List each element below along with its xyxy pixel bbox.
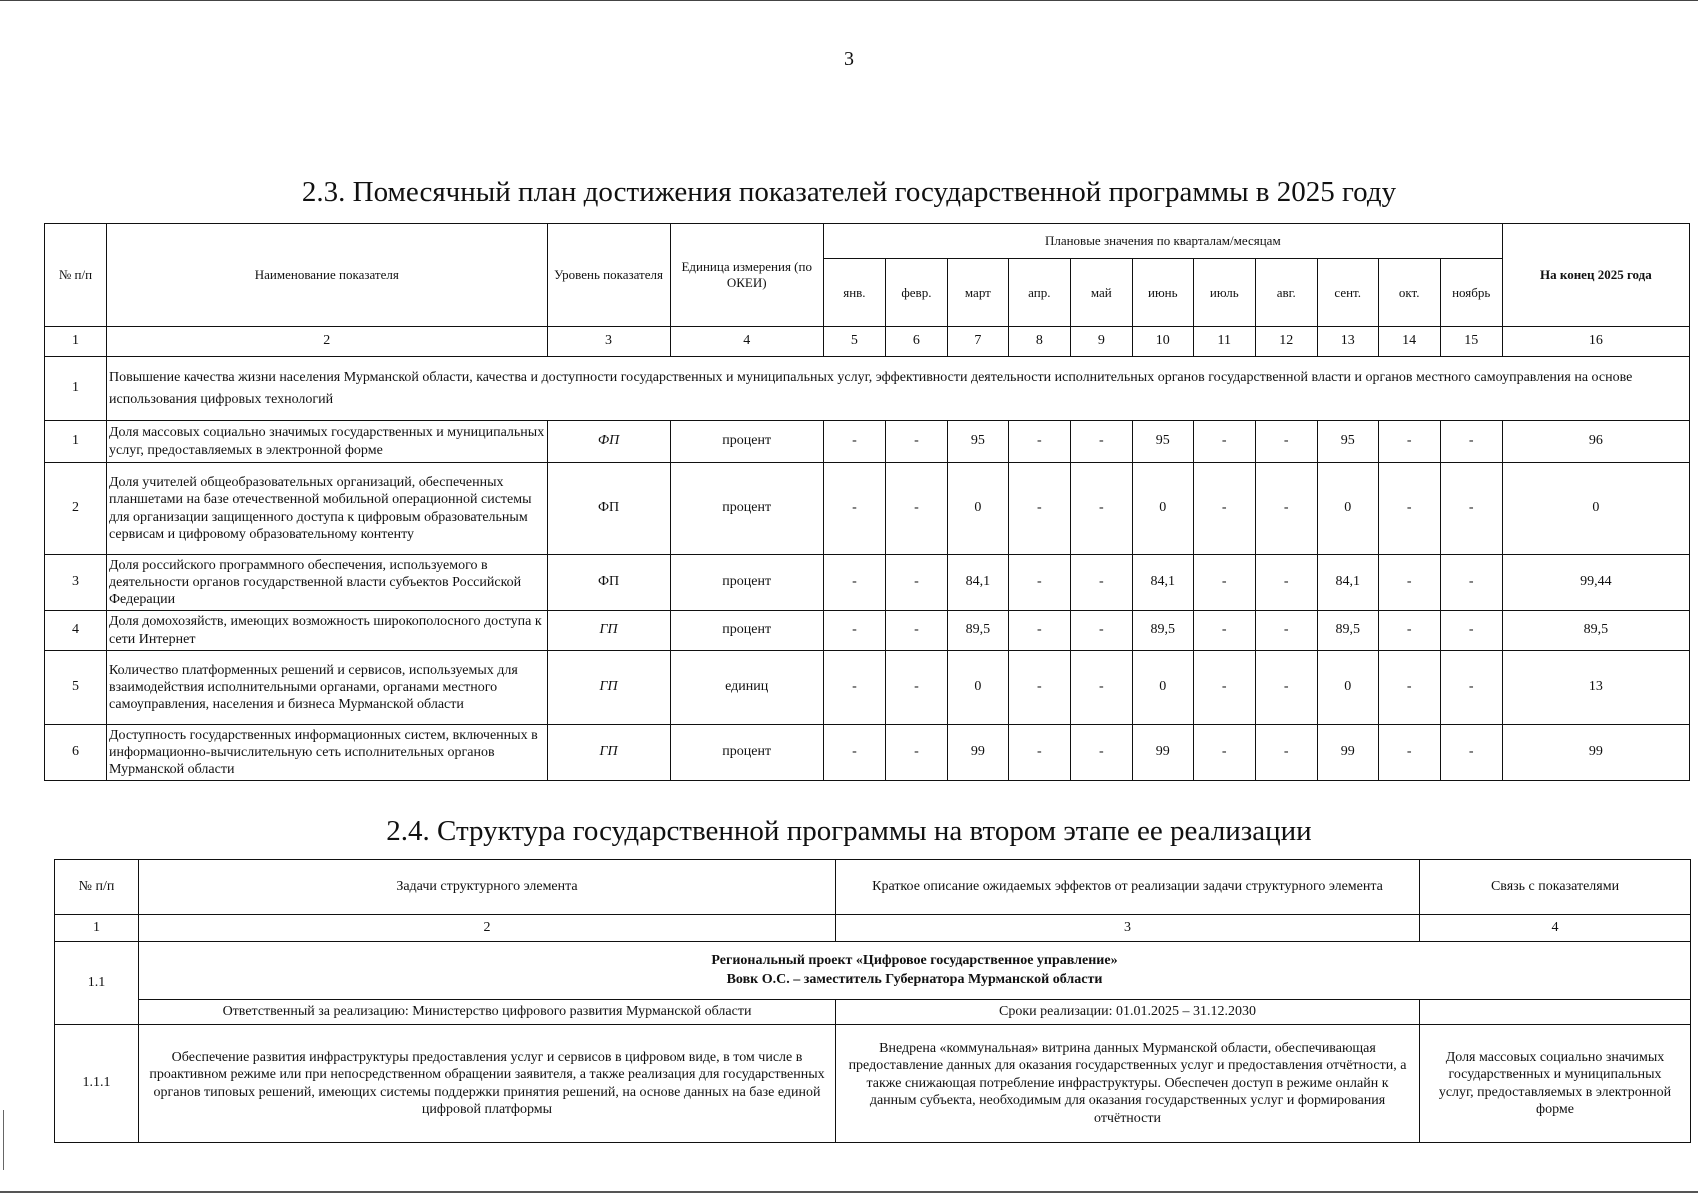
column-number: 4: [670, 327, 823, 357]
month-value: 0: [1317, 463, 1378, 555]
month-value: 0: [947, 651, 1008, 725]
month-value: -: [1008, 725, 1070, 781]
month-value: 95: [1317, 421, 1378, 463]
month-value: 0: [1132, 463, 1193, 555]
month-value: -: [885, 651, 947, 725]
goal-text: Повышение качества жизни населения Мурманской области, качества и доступности государственных и муниципальных услуг, эффективности деятельности исполнительных органов государственной власти и органов местного самоуправления на основе использования цифровых технологий: [107, 357, 1690, 421]
header-link: Связь с показателями: [1420, 860, 1691, 915]
header-month: июнь: [1132, 259, 1193, 327]
header-planned-values: Плановые значения по кварталам/месяцам: [823, 224, 1502, 259]
indicator-name: Доля российского программного обеспечения, используемого в деятельности органов государственной власти субъектов Российской Федерации: [107, 555, 548, 611]
month-value: -: [1378, 725, 1440, 781]
month-value: -: [823, 725, 885, 781]
column-number: 7: [947, 327, 1008, 357]
indicator-unit: единиц: [670, 651, 823, 725]
column-number: 10: [1132, 327, 1193, 357]
header-month: апр.: [1008, 259, 1070, 327]
end-of-year-value: 99,44: [1502, 555, 1689, 611]
month-value: -: [1440, 555, 1502, 611]
column-number: 12: [1255, 327, 1317, 357]
indicator-unit: процент: [670, 611, 823, 651]
header-unit: Единица измерения (по ОКЕИ): [670, 224, 823, 327]
month-value: -: [1193, 555, 1255, 611]
project-row: [55, 942, 1691, 1000]
month-value: -: [1440, 651, 1502, 725]
header-month: май: [1070, 259, 1132, 327]
project-title: Региональный проект «Цифровое государственное управление»: [711, 953, 1118, 969]
column-number: 3: [836, 915, 1420, 942]
month-value: -: [1440, 725, 1502, 781]
indicator-name: Доля учителей общеобразовательных организаций, обеспеченных планшетами на базе отечественной мобильной операционной системы для организации защищенного доступа к цифровым образовательным сервисам и цифровому образовательному контенту: [107, 463, 548, 555]
scan-bottom-edge: [0, 1191, 1698, 1193]
month-value: -: [823, 463, 885, 555]
header-month: окт.: [1378, 259, 1440, 327]
month-value: -: [1008, 463, 1070, 555]
row-num: 3: [45, 555, 107, 611]
month-value: -: [1008, 421, 1070, 463]
goal-row: [45, 357, 1690, 421]
end-of-year-value: 13: [1502, 651, 1689, 725]
month-value: -: [1070, 725, 1132, 781]
month-value: -: [1378, 463, 1440, 555]
month-value: 0: [947, 463, 1008, 555]
indicator-level: ФП: [547, 463, 670, 555]
indicator-level: ГП: [547, 611, 670, 651]
month-value: -: [823, 421, 885, 463]
indicator-unit: процент: [670, 463, 823, 555]
month-value: -: [1008, 611, 1070, 651]
month-value: -: [885, 611, 947, 651]
indicator-level: ФП: [547, 421, 670, 463]
column-number: 15: [1440, 327, 1502, 357]
month-value: -: [885, 421, 947, 463]
month-value: -: [1255, 421, 1317, 463]
month-value: -: [1378, 651, 1440, 725]
month-value: -: [823, 611, 885, 651]
month-value: -: [823, 651, 885, 725]
indicator-unit: процент: [670, 421, 823, 463]
month-value: -: [1070, 611, 1132, 651]
column-number: 11: [1193, 327, 1255, 357]
period-text: Сроки реализации: 01.01.2025 – 31.12.2030: [836, 1000, 1420, 1025]
month-value: -: [1440, 611, 1502, 651]
table-row: [45, 651, 1690, 725]
column-number: 3: [547, 327, 670, 357]
month-value: 95: [947, 421, 1008, 463]
program-structure-table: [54, 859, 1691, 1143]
header-month: февр.: [885, 259, 947, 327]
column-numbers-row: [45, 327, 1690, 357]
table-row: [45, 463, 1690, 555]
indicator-name: Количество платформенных решений и сервисов, используемых для взаимодействия исполнительными органами, органами местного самоуправления, населения и бизнеса Мурманской области: [107, 651, 548, 725]
header-month: авг.: [1255, 259, 1317, 327]
month-value: -: [1255, 725, 1317, 781]
end-of-year-value: 96: [1502, 421, 1689, 463]
table-row: [45, 611, 1690, 651]
month-value: -: [1193, 651, 1255, 725]
month-value: -: [1440, 421, 1502, 463]
header-month: март: [947, 259, 1008, 327]
row-num: 6: [45, 725, 107, 781]
month-value: 99: [1132, 725, 1193, 781]
month-value: -: [1070, 463, 1132, 555]
month-value: -: [1008, 651, 1070, 725]
month-value: 0: [1317, 651, 1378, 725]
header-end-of-year: На конец 2025 года: [1502, 224, 1689, 327]
column-number: 2: [139, 915, 836, 942]
column-number: 8: [1008, 327, 1070, 357]
header-num: № п/п: [55, 860, 139, 915]
month-value: -: [885, 725, 947, 781]
month-value: -: [1193, 725, 1255, 781]
month-value: -: [823, 555, 885, 611]
responsible-row: [55, 1000, 1691, 1025]
month-value: 89,5: [1317, 611, 1378, 651]
task-effect: Внедрена «коммунальная» витрина данных Мурманской области, обеспечивающая предоставление данных для оказания государственных услуг и предоставления отчётности, а также снижающая потребление инфраструктуры. Обеспечен доступ в режиме онлайн к данным субъекта, необходимым для оказания государственных услуг и формирования отчётности: [836, 1025, 1420, 1143]
column-number: 4: [1420, 915, 1691, 942]
column-number: 9: [1070, 327, 1132, 357]
month-value: -: [1440, 463, 1502, 555]
task-num: 1.1.1: [55, 1025, 139, 1143]
month-value: -: [885, 463, 947, 555]
month-value: -: [1070, 555, 1132, 611]
month-value: 84,1: [1317, 555, 1378, 611]
month-value: 95: [1132, 421, 1193, 463]
project-heading: [139, 942, 1691, 1000]
month-value: 99: [947, 725, 1008, 781]
month-value: 89,5: [947, 611, 1008, 651]
monthly-plan-table: [44, 223, 1690, 781]
month-value: 0: [1132, 651, 1193, 725]
scan-top-edge: [0, 0, 1698, 1]
month-value: -: [1193, 463, 1255, 555]
indicator-name: Доля домохозяйств, имеющих возможность широкополосного доступа к сети Интернет: [107, 611, 548, 651]
column-number: 1: [45, 327, 107, 357]
column-number: 5: [823, 327, 885, 357]
month-value: -: [1378, 611, 1440, 651]
responsible-text: Ответственный за реализацию: Министерство цифрового развития Мурманской области: [139, 1000, 836, 1025]
project-num: 1.1: [55, 942, 139, 1025]
month-value: -: [1255, 611, 1317, 651]
indicator-level: ФП: [547, 555, 670, 611]
row-num: 2: [45, 463, 107, 555]
table-row: [45, 421, 1690, 463]
header-effects: Краткое описание ожидаемых эффектов от реализации задачи структурного элемента: [836, 860, 1420, 915]
column-number: 6: [885, 327, 947, 357]
month-value: -: [1193, 611, 1255, 651]
indicator-level: ГП: [547, 725, 670, 781]
month-value: -: [1378, 421, 1440, 463]
month-value: -: [1070, 651, 1132, 725]
column-number: 16: [1502, 327, 1689, 357]
month-value: 84,1: [1132, 555, 1193, 611]
column-number: 14: [1378, 327, 1440, 357]
column-number: 2: [107, 327, 548, 357]
task-row: [55, 1025, 1691, 1143]
month-value: -: [1255, 651, 1317, 725]
month-value: -: [1193, 421, 1255, 463]
row-num: 4: [45, 611, 107, 651]
indicator-unit: процент: [670, 555, 823, 611]
end-of-year-value: 0: [1502, 463, 1689, 555]
header-name: Наименование показателя: [107, 224, 548, 327]
section-title-monthly-plan: 2.3. Помесячный план достижения показателей государственной программы в 2025 году: [301, 176, 1397, 208]
end-of-year-value: 99: [1502, 725, 1689, 781]
task-link: Доля массовых социально значимых государственных и муниципальных услуг, предоставляемых в электронной форме: [1420, 1025, 1691, 1143]
column-numbers-row: [55, 915, 1691, 942]
header-level: Уровень показателя: [547, 224, 670, 327]
row-num: 5: [45, 651, 107, 725]
indicator-unit: процент: [670, 725, 823, 781]
header-tasks: Задачи структурного элемента: [139, 860, 836, 915]
month-value: 99: [1317, 725, 1378, 781]
column-number: 1: [55, 915, 139, 942]
month-value: -: [1378, 555, 1440, 611]
scan-margin-mark: [3, 1110, 4, 1170]
page-number: 3: [844, 48, 854, 70]
header-month: янв.: [823, 259, 885, 327]
header-month: сент.: [1317, 259, 1378, 327]
header-num: № п/п: [45, 224, 107, 327]
project-curator: Вовк О.С. – заместитель Губернатора Мурманской области: [726, 971, 1103, 987]
table-row: [45, 555, 1690, 611]
row-num: 1: [45, 421, 107, 463]
month-value: 84,1: [947, 555, 1008, 611]
goal-num: 1: [45, 357, 107, 421]
month-value: -: [885, 555, 947, 611]
month-value: -: [1255, 463, 1317, 555]
task-text: Обеспечение развития инфраструктуры предоставления услуг и сервисов в цифровом виде, в том числе в проактивном режиме или при непосредственном обращении заявителя, а также реализация для государственных органов типовых решений, имеющих системы поддержки принятия решений, на основе данных на базе единой цифровой платформы: [139, 1025, 836, 1143]
column-number: 13: [1317, 327, 1378, 357]
end-of-year-value: 89,5: [1502, 611, 1689, 651]
table-row: [45, 725, 1690, 781]
header-month: ноябрь: [1440, 259, 1502, 327]
month-value: -: [1008, 555, 1070, 611]
section-title-program-structure: 2.4. Структура государственной программы на втором этапе ее реализации: [386, 815, 1312, 847]
month-value: -: [1070, 421, 1132, 463]
indicator-name: Доля массовых социально значимых государственных и муниципальных услуг, предоставляемых в электронной форме: [107, 421, 548, 463]
month-value: -: [1255, 555, 1317, 611]
indicator-name: Доступность государственных информационных систем, включенных в информационно-вычислительную сеть исполнительных органов Мурманской области: [107, 725, 548, 781]
indicator-level: ГП: [547, 651, 670, 725]
month-value: 89,5: [1132, 611, 1193, 651]
empty-cell: [1420, 1000, 1691, 1025]
header-month: июль: [1193, 259, 1255, 327]
